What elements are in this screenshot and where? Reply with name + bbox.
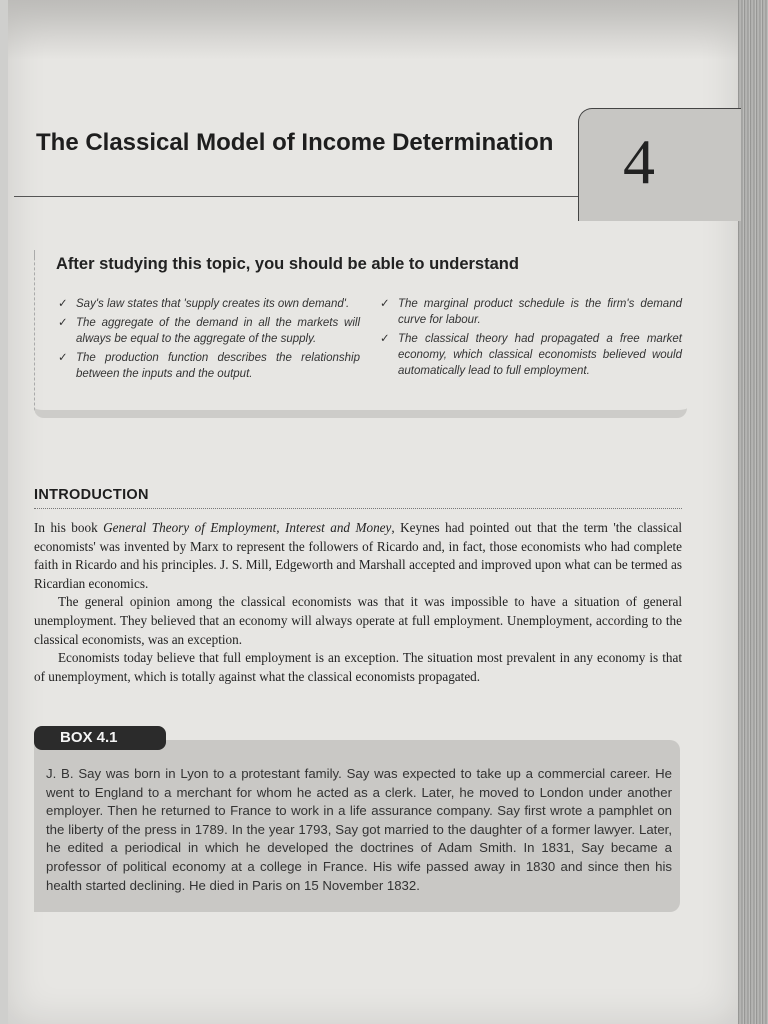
objective-item [58, 350, 360, 382]
objective-text: The marginal product schedule is the firm's demand curve for labour. [398, 298, 682, 326]
introduction-body [34, 519, 682, 686]
objective-item [380, 296, 682, 328]
objective-text: The production function describes the relationship between the inputs and the output. [76, 352, 360, 380]
check-icon: ✓ [380, 333, 390, 345]
objective-item [58, 296, 360, 312]
chapter-number-tab [578, 108, 741, 221]
introduction-heading: INTRODUCTION [34, 487, 149, 503]
check-icon: ✓ [58, 317, 68, 329]
book-page-edge [738, 0, 768, 1024]
objectives-right-column [380, 296, 682, 382]
chapter-title: The Classical Model of Income Determination [36, 129, 554, 156]
objective-item [58, 315, 360, 347]
book-title: General Theory of Employment, Interest and Money [103, 520, 392, 535]
objective-text: The aggregate of the demand in all the markets will always be equal to the aggregate of the supply. [76, 317, 360, 345]
box-text: J. B. Say was born in Lyon to a protestant family. Say was expected to take up a commercial career. He went to England to a merchant for whom he acted as a clerk. Later, he moved to London under another employer. Then he returned to France to work in a life assurance company. Say first wrote a pamphlet on the liberty of the press in 1789. In the year 1793, Say got married to the daughter of a former lawyer. Later, he edited a periodical in which he developed the doctrines of Adam Smith. In 1831, Say became a professor of political economy at a college in France. His wife passed away in 1830 and since then his health started declining. He died in Paris on 15 November 1832. [46, 766, 672, 893]
check-icon: ✓ [380, 298, 390, 310]
intro-paragraph-3: Economists today believe that full employment is an exception. The situation most prevalent in any economy is that of unemployment, which is totally against what the classical economists propagated. [34, 650, 682, 684]
section-rule [34, 508, 682, 509]
objective-text: Say's law states that 'supply creates its own demand'. [76, 298, 350, 310]
page-top-shadow [8, 0, 738, 60]
intro-paragraph-2: The general opinion among the classical economists was that it was impossible to have a situation of general unemployment. They believed that an economy will always operate at full employment. Unemployment, according to the classical economists, was an exception. [34, 594, 682, 647]
objectives-left-column [58, 296, 360, 385]
objective-text: The classical theory had propagated a free market economy, which classical economists believed would automatically lead to full employment. [398, 333, 682, 377]
box-label: BOX 4.1 [34, 726, 166, 750]
intro-paragraph-1: In his book General Theory of Employment, Interest and Money, Keynes had pointed out that the term 'the classical economists' was invented by Marx to represent the followers of Ricardo and, in fact, those economists who had complete faith in Ricardo and his principles. J. S. Mill, Edgeworth and Marshall accepted and improved upon what can be termed as Ricardian economics. [34, 520, 682, 591]
check-icon: ✓ [58, 352, 68, 364]
objectives-heading: After studying this topic, you should be able to understand [56, 255, 519, 273]
objective-item [380, 331, 682, 379]
check-icon: ✓ [58, 298, 68, 310]
title-rule [14, 196, 580, 197]
chapter-number: 4 [623, 126, 655, 197]
